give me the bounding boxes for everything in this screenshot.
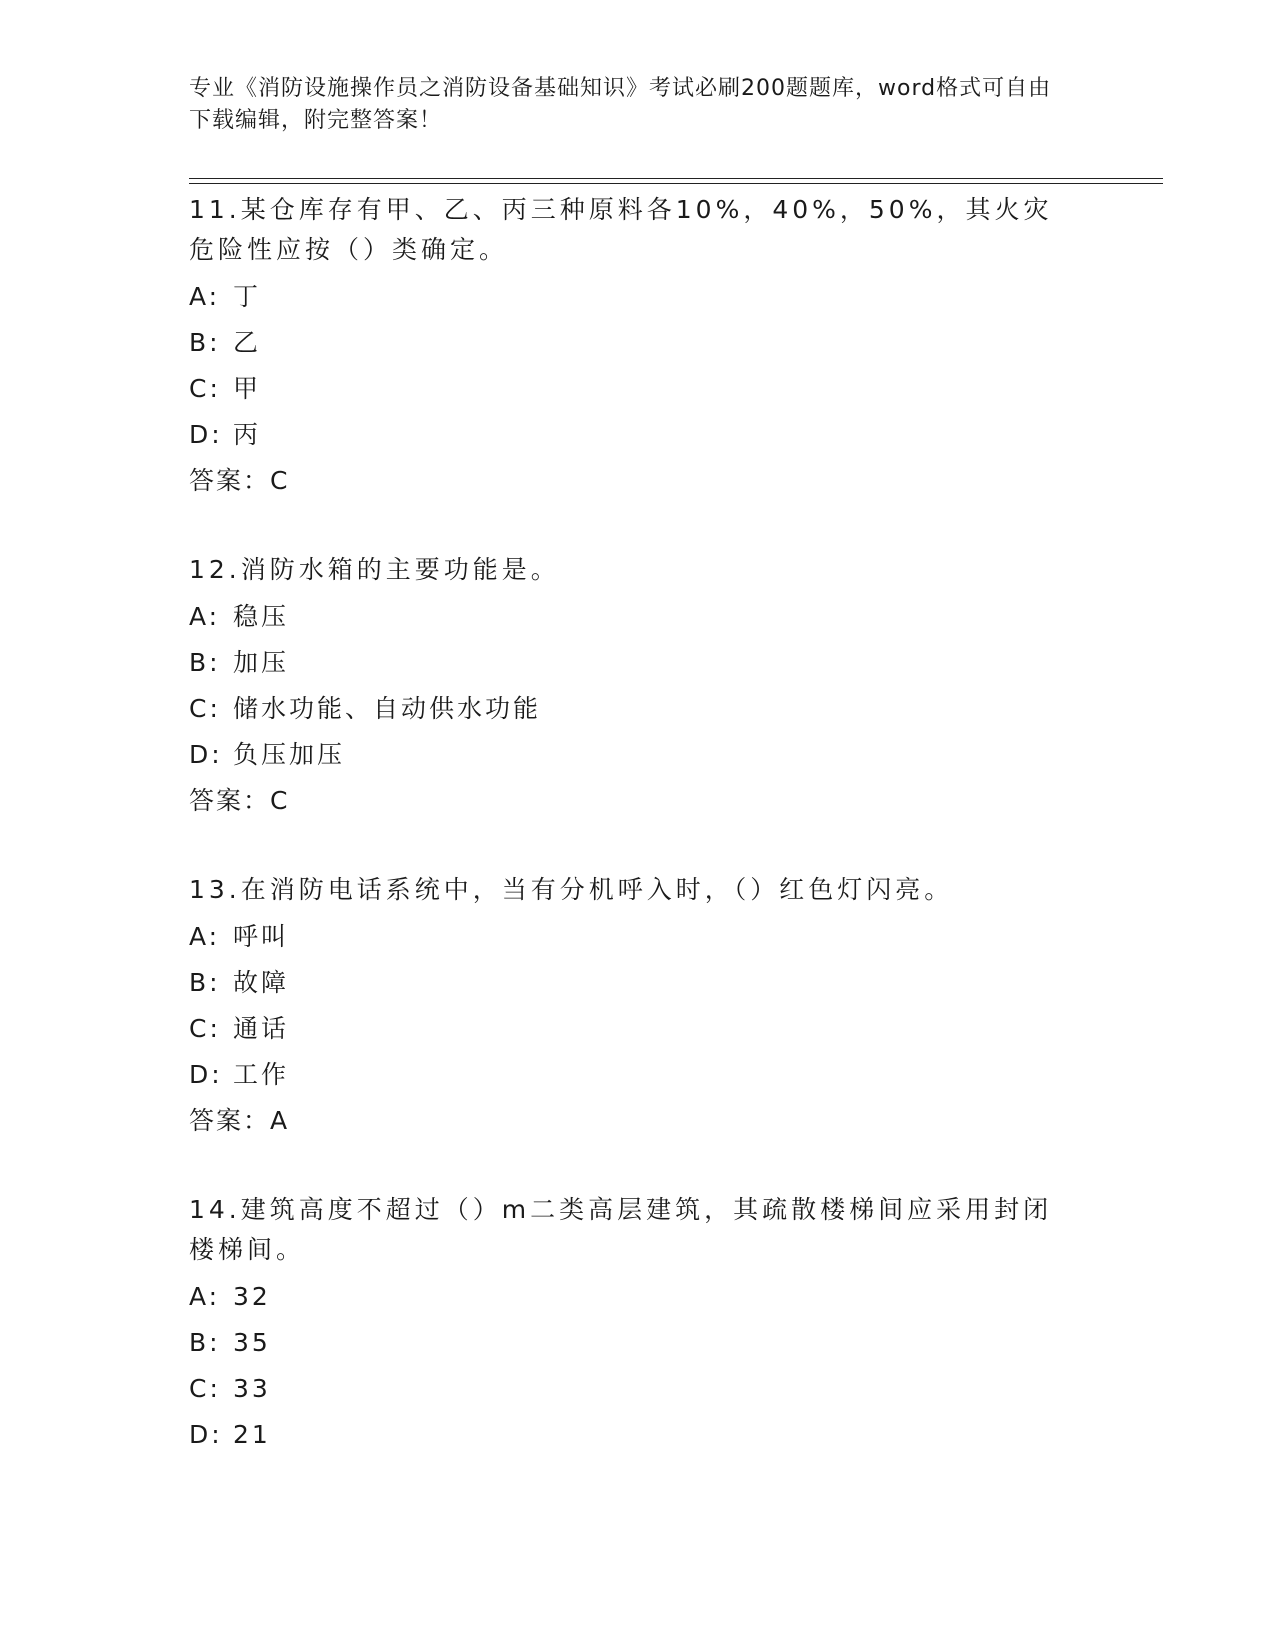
option-text: 工作 bbox=[233, 1060, 290, 1089]
option-a bbox=[189, 914, 1089, 960]
answer-label: 答案： bbox=[189, 786, 271, 815]
answer-label: 答案： bbox=[189, 1106, 271, 1135]
document-intro: 专业《消防设施操作员之消防设备基础知识》考试必刷200题题库，word格式可自由下载编辑，附完整答案！ bbox=[189, 76, 1052, 133]
option-letter: D: bbox=[189, 420, 223, 449]
answer-value: C bbox=[270, 466, 289, 495]
question-12 bbox=[189, 550, 1089, 824]
option-letter: D: bbox=[189, 1060, 223, 1089]
option-text: 呼叫 bbox=[233, 922, 290, 951]
option-list bbox=[189, 1274, 1089, 1458]
option-letter: A: bbox=[189, 1282, 221, 1311]
question-14 bbox=[189, 1190, 1089, 1458]
answer-line bbox=[189, 458, 1089, 504]
option-c bbox=[189, 1366, 1089, 1412]
option-text: 稳压 bbox=[233, 602, 290, 631]
option-letter: A: bbox=[189, 922, 221, 951]
option-letter: D: bbox=[189, 1420, 223, 1449]
option-list bbox=[189, 274, 1089, 458]
question-text: 13.在消防电话系统中，当有分机呼入时，（）红色灯闪亮。 bbox=[189, 875, 954, 904]
option-d bbox=[189, 412, 1089, 458]
option-d bbox=[189, 1412, 1089, 1458]
header-divider-top bbox=[189, 178, 1163, 179]
option-a bbox=[189, 594, 1089, 640]
option-letter: B: bbox=[189, 328, 221, 357]
option-text: 35 bbox=[233, 1328, 271, 1357]
option-c bbox=[189, 1006, 1089, 1052]
option-text: 甲 bbox=[233, 374, 262, 403]
option-text: 乙 bbox=[233, 328, 262, 357]
option-c bbox=[189, 686, 1089, 732]
option-text: 负压加压 bbox=[233, 740, 346, 769]
option-letter: B: bbox=[189, 1328, 221, 1357]
option-letter: C: bbox=[189, 1374, 221, 1403]
header-divider-bottom bbox=[189, 183, 1163, 184]
option-letter: C: bbox=[189, 374, 221, 403]
answer-label: 答案： bbox=[189, 466, 271, 495]
question-11 bbox=[189, 190, 1089, 504]
option-letter: B: bbox=[189, 968, 221, 997]
question-13 bbox=[189, 870, 1089, 1144]
question-list bbox=[189, 190, 1089, 1504]
answer-value: C bbox=[270, 786, 289, 815]
option-text: 21 bbox=[233, 1420, 271, 1449]
option-letter: D: bbox=[189, 740, 223, 769]
option-text: 33 bbox=[233, 1374, 271, 1403]
option-b bbox=[189, 320, 1089, 366]
option-list bbox=[189, 914, 1089, 1098]
question-text: 11.某仓库存有甲、乙、丙三种原料各10%，40%，50%，其火灾危险性应按（）类确定。 bbox=[189, 195, 1053, 264]
option-text: 加压 bbox=[233, 648, 290, 677]
option-letter: B: bbox=[189, 648, 221, 677]
option-b bbox=[189, 1320, 1089, 1366]
option-text: 故障 bbox=[233, 968, 290, 997]
option-a bbox=[189, 1274, 1089, 1320]
answer-line bbox=[189, 778, 1089, 824]
option-text: 储水功能、自动供水功能 bbox=[233, 694, 542, 723]
option-list bbox=[189, 594, 1089, 778]
question-text: 12.消防水箱的主要功能是。 bbox=[189, 555, 560, 584]
question-text: 14.建筑高度不超过（）m二类高层建筑，其疏散楼梯间应采用封闭楼梯间。 bbox=[189, 1195, 1053, 1264]
option-text: 丁 bbox=[233, 282, 262, 311]
option-d bbox=[189, 1052, 1089, 1098]
answer-line bbox=[189, 1098, 1089, 1144]
option-d bbox=[189, 732, 1089, 778]
option-a bbox=[189, 274, 1089, 320]
option-b bbox=[189, 960, 1089, 1006]
option-letter: C: bbox=[189, 1014, 221, 1043]
option-text: 通话 bbox=[233, 1014, 290, 1043]
option-b bbox=[189, 640, 1089, 686]
answer-value: A bbox=[270, 1106, 289, 1135]
option-letter: A: bbox=[189, 282, 221, 311]
option-c bbox=[189, 366, 1089, 412]
option-letter: A: bbox=[189, 602, 221, 631]
option-text: 丙 bbox=[233, 420, 262, 449]
option-letter: C: bbox=[189, 694, 221, 723]
option-text: 32 bbox=[233, 1282, 271, 1311]
